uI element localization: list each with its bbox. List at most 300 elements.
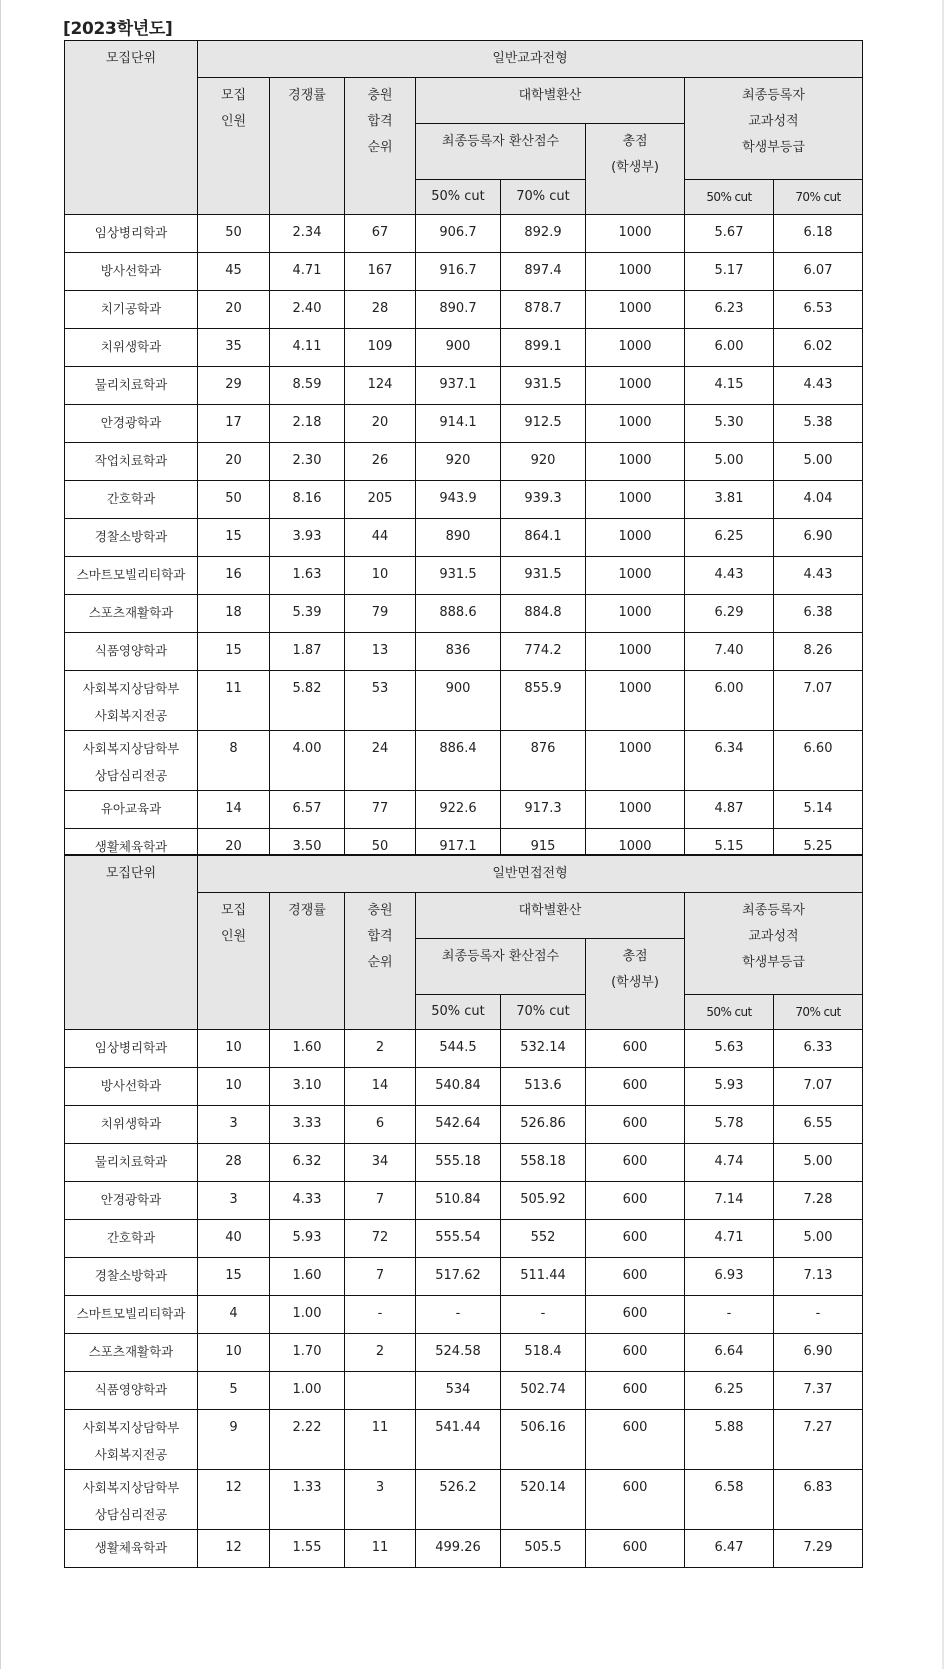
cell-quota: 20 bbox=[198, 291, 270, 329]
cell-cut70: - bbox=[501, 1296, 586, 1334]
table-row bbox=[65, 405, 863, 443]
cell-cut50: 555.54 bbox=[416, 1220, 501, 1258]
cell-g50: 7.40 bbox=[685, 633, 774, 671]
table-row bbox=[65, 443, 863, 481]
cell-unit-name: 사회복지상담학부 상담심리전공 bbox=[65, 1470, 198, 1530]
table-row bbox=[65, 1144, 863, 1182]
cell-comp: 5.93 bbox=[270, 1220, 345, 1258]
cell-total: 1000 bbox=[586, 519, 685, 557]
cell-total: 1000 bbox=[586, 291, 685, 329]
cell-comp: 4.11 bbox=[270, 329, 345, 367]
cell-cut50: 542.64 bbox=[416, 1106, 501, 1144]
cell-unit-name: 안경광학과 bbox=[65, 1182, 198, 1220]
table-row bbox=[65, 1182, 863, 1220]
cell-total: 600 bbox=[586, 1470, 685, 1530]
cell-cut50: 836 bbox=[416, 633, 501, 671]
cell-comp: 8.59 bbox=[270, 367, 345, 405]
cell-total: 1000 bbox=[586, 405, 685, 443]
cell-g50: 4.71 bbox=[685, 1220, 774, 1258]
header-cut70: 70% cut bbox=[501, 180, 586, 215]
admission-table-general-subject bbox=[64, 40, 863, 867]
cell-unit-name: 생활체육학과 bbox=[65, 1530, 198, 1568]
cell-total: 1000 bbox=[586, 829, 685, 867]
cell-g70: 6.33 bbox=[774, 1030, 863, 1068]
cell-g50: 5.67 bbox=[685, 215, 774, 253]
cell-quota: 15 bbox=[198, 633, 270, 671]
cell-unit-name: 유아교육과 bbox=[65, 791, 198, 829]
cell-quota: 3 bbox=[198, 1106, 270, 1144]
table-row bbox=[65, 671, 863, 731]
cell-cut70: 912.5 bbox=[501, 405, 586, 443]
cell-rank: 7 bbox=[345, 1258, 416, 1296]
header-final-conv-score: 최종등록자 환산점수 bbox=[416, 124, 586, 180]
cell-cut50: 526.2 bbox=[416, 1470, 501, 1530]
cell-cut70: 892.9 bbox=[501, 215, 586, 253]
cell-total: 1000 bbox=[586, 329, 685, 367]
table-row bbox=[65, 1296, 863, 1334]
cell-unit-name: 스포츠재활학과 bbox=[65, 595, 198, 633]
cell-unit-name: 간호학과 bbox=[65, 1220, 198, 1258]
cell-cut70: 502.74 bbox=[501, 1372, 586, 1410]
cell-cut70: 558.18 bbox=[501, 1144, 586, 1182]
cell-g70: 4.43 bbox=[774, 367, 863, 405]
cell-cut50: 914.1 bbox=[416, 405, 501, 443]
cell-g50: 5.88 bbox=[685, 1410, 774, 1470]
cell-cut50: 541.44 bbox=[416, 1410, 501, 1470]
cell-quota: 17 bbox=[198, 405, 270, 443]
header-grade-cut70: 70% cut bbox=[774, 180, 863, 215]
cell-unit-name: 사회복지상담학부 사회복지전공 bbox=[65, 671, 198, 731]
cell-total: 600 bbox=[586, 1410, 685, 1470]
cell-cut50: 900 bbox=[416, 329, 501, 367]
cell-rank: 167 bbox=[345, 253, 416, 291]
header-univ-conversion: 대학별환산 bbox=[416, 893, 685, 939]
cell-g50: 5.78 bbox=[685, 1106, 774, 1144]
header-rank: 충원 합격 순위 bbox=[345, 893, 416, 1030]
cell-g70: 7.13 bbox=[774, 1258, 863, 1296]
cell-cut70: 505.92 bbox=[501, 1182, 586, 1220]
cell-comp: 4.33 bbox=[270, 1182, 345, 1220]
cell-rank: 11 bbox=[345, 1530, 416, 1568]
cell-quota: 14 bbox=[198, 791, 270, 829]
cell-quota: 18 bbox=[198, 595, 270, 633]
table-row bbox=[65, 1372, 863, 1410]
cell-rank: 205 bbox=[345, 481, 416, 519]
cell-rank: 3 bbox=[345, 1470, 416, 1530]
table-row bbox=[65, 1334, 863, 1372]
cell-quota: 9 bbox=[198, 1410, 270, 1470]
cell-g70: 6.07 bbox=[774, 253, 863, 291]
cell-g70: 6.90 bbox=[774, 519, 863, 557]
cell-comp: 6.57 bbox=[270, 791, 345, 829]
header-final-grade: 최종등록자 교과성적 학생부등급 bbox=[685, 78, 863, 180]
cell-quota: 20 bbox=[198, 829, 270, 867]
cell-g70: 6.38 bbox=[774, 595, 863, 633]
cell-cut70: 532.14 bbox=[501, 1030, 586, 1068]
cell-cut70: 917.3 bbox=[501, 791, 586, 829]
table-row bbox=[65, 215, 863, 253]
cell-g50: 6.23 bbox=[685, 291, 774, 329]
cell-rank: 53 bbox=[345, 671, 416, 731]
cell-total: 600 bbox=[586, 1220, 685, 1258]
cell-quota: 8 bbox=[198, 731, 270, 791]
header-total: 총점 (학생부) bbox=[586, 124, 685, 215]
cell-cut50: 555.18 bbox=[416, 1144, 501, 1182]
header-total: 총점 (학생부) bbox=[586, 939, 685, 1030]
table-row bbox=[65, 1030, 863, 1068]
table-row bbox=[65, 1410, 863, 1470]
header-final-conv-score: 최종등록자 환산점수 bbox=[416, 939, 586, 995]
table-row bbox=[65, 1106, 863, 1144]
cell-g50: 6.00 bbox=[685, 671, 774, 731]
cell-g70: 4.04 bbox=[774, 481, 863, 519]
header-quota: 모집 인원 bbox=[198, 78, 270, 215]
cell-g70: 6.83 bbox=[774, 1470, 863, 1530]
cell-cut50: 510.84 bbox=[416, 1182, 501, 1220]
cell-quota: 45 bbox=[198, 253, 270, 291]
cell-cut50: 534 bbox=[416, 1372, 501, 1410]
cell-g70: 7.27 bbox=[774, 1410, 863, 1470]
cell-g50: 6.58 bbox=[685, 1470, 774, 1530]
cell-unit-name: 생활체육학과 bbox=[65, 829, 198, 867]
cell-total: 1000 bbox=[586, 731, 685, 791]
cell-comp: 1.00 bbox=[270, 1372, 345, 1410]
cell-unit-name: 치위생학과 bbox=[65, 1106, 198, 1144]
cell-cut70: 511.44 bbox=[501, 1258, 586, 1296]
cell-g50: - bbox=[685, 1296, 774, 1334]
cell-rank: 10 bbox=[345, 557, 416, 595]
cell-quota: 12 bbox=[198, 1470, 270, 1530]
cell-g50: 6.34 bbox=[685, 731, 774, 791]
table-row bbox=[65, 329, 863, 367]
cell-g50: 5.63 bbox=[685, 1030, 774, 1068]
cell-g70: 7.28 bbox=[774, 1182, 863, 1220]
cell-comp: 1.00 bbox=[270, 1296, 345, 1334]
cell-rank: 67 bbox=[345, 215, 416, 253]
cell-cut70: 878.7 bbox=[501, 291, 586, 329]
cell-cut50: 890.7 bbox=[416, 291, 501, 329]
cell-comp: 3.10 bbox=[270, 1068, 345, 1106]
header-cut70: 70% cut bbox=[501, 995, 586, 1030]
cell-cut70: 884.8 bbox=[501, 595, 586, 633]
cell-total: 1000 bbox=[586, 481, 685, 519]
cell-comp: 1.60 bbox=[270, 1258, 345, 1296]
cell-g50: 4.43 bbox=[685, 557, 774, 595]
cell-cut50: 886.4 bbox=[416, 731, 501, 791]
cell-quota: 35 bbox=[198, 329, 270, 367]
cell-cut70: 876 bbox=[501, 731, 586, 791]
header-unit: 모집단위 bbox=[65, 855, 198, 1030]
cell-quota: 10 bbox=[198, 1068, 270, 1106]
cell-g50: 3.81 bbox=[685, 481, 774, 519]
cell-g70: 5.00 bbox=[774, 443, 863, 481]
cell-g50: 6.93 bbox=[685, 1258, 774, 1296]
cell-cut70: 513.6 bbox=[501, 1068, 586, 1106]
cell-quota: 28 bbox=[198, 1144, 270, 1182]
table-row bbox=[65, 1530, 863, 1568]
cell-rank: 44 bbox=[345, 519, 416, 557]
cell-g70: 5.38 bbox=[774, 405, 863, 443]
cell-total: 1000 bbox=[586, 253, 685, 291]
cell-cut70: 920 bbox=[501, 443, 586, 481]
cell-unit-name: 물리치료학과 bbox=[65, 1144, 198, 1182]
cell-quota: 15 bbox=[198, 519, 270, 557]
cell-cut50: 937.1 bbox=[416, 367, 501, 405]
header-row-1 bbox=[65, 41, 863, 78]
cell-rank bbox=[345, 1372, 416, 1410]
cell-g70: 7.37 bbox=[774, 1372, 863, 1410]
cell-quota: 15 bbox=[198, 1258, 270, 1296]
cell-rank: 7 bbox=[345, 1182, 416, 1220]
cell-unit-name: 치위생학과 bbox=[65, 329, 198, 367]
cell-unit-name: 사회복지상담학부 상담심리전공 bbox=[65, 731, 198, 791]
cell-comp: 6.32 bbox=[270, 1144, 345, 1182]
cell-quota: 20 bbox=[198, 443, 270, 481]
cell-g50: 6.25 bbox=[685, 1372, 774, 1410]
cell-comp: 2.18 bbox=[270, 405, 345, 443]
cell-rank: 2 bbox=[345, 1334, 416, 1372]
cell-total: 600 bbox=[586, 1334, 685, 1372]
cell-g70: 7.07 bbox=[774, 671, 863, 731]
page-title: [2023학년도] bbox=[63, 19, 173, 39]
table-row bbox=[65, 481, 863, 519]
cell-cut70: 899.1 bbox=[501, 329, 586, 367]
cell-total: 600 bbox=[586, 1068, 685, 1106]
cell-quota: 5 bbox=[198, 1372, 270, 1410]
cell-cut50: 931.5 bbox=[416, 557, 501, 595]
cell-total: 1000 bbox=[586, 215, 685, 253]
cell-unit-name: 스마트모빌리티학과 bbox=[65, 557, 198, 595]
cell-g70: 6.90 bbox=[774, 1334, 863, 1372]
cell-unit-name: 사회복지상담학부 사회복지전공 bbox=[65, 1410, 198, 1470]
cell-cut70: 526.86 bbox=[501, 1106, 586, 1144]
cell-cut70: 506.16 bbox=[501, 1410, 586, 1470]
cell-rank: 13 bbox=[345, 633, 416, 671]
header-final-grade: 최종등록자 교과성적 학생부등급 bbox=[685, 893, 863, 995]
cell-cut50: 499.26 bbox=[416, 1530, 501, 1568]
cell-total: 1000 bbox=[586, 367, 685, 405]
cell-cut50: 943.9 bbox=[416, 481, 501, 519]
cell-quota: 16 bbox=[198, 557, 270, 595]
cell-cut50: 540.84 bbox=[416, 1068, 501, 1106]
cell-g70: 6.55 bbox=[774, 1106, 863, 1144]
cell-g50: 4.74 bbox=[685, 1144, 774, 1182]
cell-rank: 20 bbox=[345, 405, 416, 443]
cell-total: 1000 bbox=[586, 633, 685, 671]
cell-rank: 50 bbox=[345, 829, 416, 867]
header-quota: 모집 인원 bbox=[198, 893, 270, 1030]
table-row bbox=[65, 791, 863, 829]
cell-g50: 6.29 bbox=[685, 595, 774, 633]
cell-unit-name: 물리치료학과 bbox=[65, 367, 198, 405]
cell-g50: 6.25 bbox=[685, 519, 774, 557]
cell-rank: 11 bbox=[345, 1410, 416, 1470]
cell-unit-name: 방사선학과 bbox=[65, 253, 198, 291]
cell-comp: 1.87 bbox=[270, 633, 345, 671]
header-competition: 경쟁률 bbox=[270, 893, 345, 1030]
cell-cut70: 931.5 bbox=[501, 367, 586, 405]
cell-comp: 1.70 bbox=[270, 1334, 345, 1372]
cell-quota: 12 bbox=[198, 1530, 270, 1568]
cell-comp: 4.71 bbox=[270, 253, 345, 291]
cell-unit-name: 스마트모빌리티학과 bbox=[65, 1296, 198, 1334]
cell-g70: 6.02 bbox=[774, 329, 863, 367]
cell-g50: 6.00 bbox=[685, 329, 774, 367]
cell-comp: 2.34 bbox=[270, 215, 345, 253]
cell-cut50: 524.58 bbox=[416, 1334, 501, 1372]
header-track: 일반교과전형 bbox=[198, 41, 863, 78]
cell-comp: 2.22 bbox=[270, 1410, 345, 1470]
header-univ-conversion: 대학별환산 bbox=[416, 78, 685, 124]
cell-cut50: 517.62 bbox=[416, 1258, 501, 1296]
cell-cut70: 774.2 bbox=[501, 633, 586, 671]
cell-quota: 50 bbox=[198, 215, 270, 253]
cell-comp: 5.39 bbox=[270, 595, 345, 633]
cell-unit-name: 치기공학과 bbox=[65, 291, 198, 329]
cell-g50: 5.93 bbox=[685, 1068, 774, 1106]
header-grade-cut50: 50% cut bbox=[685, 180, 774, 215]
table-row bbox=[65, 367, 863, 405]
cell-total: 1000 bbox=[586, 595, 685, 633]
table-row bbox=[65, 1068, 863, 1106]
table-row bbox=[65, 731, 863, 791]
cell-g70: 4.43 bbox=[774, 557, 863, 595]
cell-cut70: 552 bbox=[501, 1220, 586, 1258]
cell-unit-name: 간호학과 bbox=[65, 481, 198, 519]
table-row bbox=[65, 253, 863, 291]
cell-cut50: 920 bbox=[416, 443, 501, 481]
header-grade-cut70: 70% cut bbox=[774, 995, 863, 1030]
cell-cut70: 518.4 bbox=[501, 1334, 586, 1372]
cell-quota: 11 bbox=[198, 671, 270, 731]
cell-cut70: 505.5 bbox=[501, 1530, 586, 1568]
cell-total: 600 bbox=[586, 1296, 685, 1334]
cell-g50: 5.00 bbox=[685, 443, 774, 481]
cell-rank: 26 bbox=[345, 443, 416, 481]
cell-rank: 109 bbox=[345, 329, 416, 367]
table-row bbox=[65, 1470, 863, 1530]
header-cut50: 50% cut bbox=[416, 180, 501, 215]
cell-rank: 77 bbox=[345, 791, 416, 829]
cell-comp: 2.40 bbox=[270, 291, 345, 329]
header-rank: 충원 합격 순위 bbox=[345, 78, 416, 215]
cell-g70: - bbox=[774, 1296, 863, 1334]
cell-unit-name: 경찰소방학과 bbox=[65, 519, 198, 557]
cell-unit-name: 임상병리학과 bbox=[65, 1030, 198, 1068]
header-unit: 모집단위 bbox=[65, 41, 198, 215]
cell-cut70: 855.9 bbox=[501, 671, 586, 731]
header-competition: 경쟁률 bbox=[270, 78, 345, 215]
cell-quota: 10 bbox=[198, 1030, 270, 1068]
table-row bbox=[65, 595, 863, 633]
cell-comp: 2.30 bbox=[270, 443, 345, 481]
cell-comp: 3.93 bbox=[270, 519, 345, 557]
table-row bbox=[65, 1258, 863, 1296]
cell-unit-name: 스포츠재활학과 bbox=[65, 1334, 198, 1372]
cell-g70: 5.00 bbox=[774, 1144, 863, 1182]
cell-total: 600 bbox=[586, 1182, 685, 1220]
cell-g70: 7.07 bbox=[774, 1068, 863, 1106]
cell-cut50: 906.7 bbox=[416, 215, 501, 253]
cell-cut50: 888.6 bbox=[416, 595, 501, 633]
cell-quota: 4 bbox=[198, 1296, 270, 1334]
cell-cut50: 916.7 bbox=[416, 253, 501, 291]
table-row bbox=[65, 1220, 863, 1258]
cell-rank: 6 bbox=[345, 1106, 416, 1144]
cell-unit-name: 안경광학과 bbox=[65, 405, 198, 443]
cell-quota: 40 bbox=[198, 1220, 270, 1258]
cell-rank: 124 bbox=[345, 367, 416, 405]
admission-table-general-interview bbox=[64, 854, 863, 1568]
table-row bbox=[65, 519, 863, 557]
cell-g70: 5.00 bbox=[774, 1220, 863, 1258]
cell-unit-name: 방사선학과 bbox=[65, 1068, 198, 1106]
cell-cut50: 917.1 bbox=[416, 829, 501, 867]
cell-g70: 5.14 bbox=[774, 791, 863, 829]
cell-cut50: - bbox=[416, 1296, 501, 1334]
cell-total: 600 bbox=[586, 1258, 685, 1296]
cell-unit-name: 임상병리학과 bbox=[65, 215, 198, 253]
cell-unit-name: 경찰소방학과 bbox=[65, 1258, 198, 1296]
cell-g50: 7.14 bbox=[685, 1182, 774, 1220]
cell-unit-name: 식품영양학과 bbox=[65, 633, 198, 671]
cell-cut50: 922.6 bbox=[416, 791, 501, 829]
cell-total: 600 bbox=[586, 1144, 685, 1182]
cell-cut70: 939.3 bbox=[501, 481, 586, 519]
cell-comp: 3.50 bbox=[270, 829, 345, 867]
header-row-1 bbox=[65, 855, 863, 893]
table-row bbox=[65, 557, 863, 595]
cell-quota: 29 bbox=[198, 367, 270, 405]
cell-g50: 5.17 bbox=[685, 253, 774, 291]
cell-total: 1000 bbox=[586, 557, 685, 595]
cell-comp: 1.60 bbox=[270, 1030, 345, 1068]
cell-quota: 10 bbox=[198, 1334, 270, 1372]
cell-rank: - bbox=[345, 1296, 416, 1334]
table-row bbox=[65, 633, 863, 671]
cell-cut70: 864.1 bbox=[501, 519, 586, 557]
header-grade-cut50: 50% cut bbox=[685, 995, 774, 1030]
cell-quota: 3 bbox=[198, 1182, 270, 1220]
header-track: 일반면접전형 bbox=[198, 855, 863, 893]
cell-g50: 5.30 bbox=[685, 405, 774, 443]
cell-rank: 2 bbox=[345, 1030, 416, 1068]
cell-quota: 50 bbox=[198, 481, 270, 519]
cell-total: 600 bbox=[586, 1530, 685, 1568]
cell-g70: 7.29 bbox=[774, 1530, 863, 1568]
cell-unit-name: 작업치료학과 bbox=[65, 443, 198, 481]
cell-rank: 79 bbox=[345, 595, 416, 633]
cell-g70: 6.18 bbox=[774, 215, 863, 253]
cell-total: 600 bbox=[586, 1372, 685, 1410]
table-row bbox=[65, 291, 863, 329]
cell-g50: 4.15 bbox=[685, 367, 774, 405]
cell-g50: 4.87 bbox=[685, 791, 774, 829]
cell-g70: 6.53 bbox=[774, 291, 863, 329]
cell-g70: 6.60 bbox=[774, 731, 863, 791]
cell-total: 1000 bbox=[586, 443, 685, 481]
cell-cut70: 931.5 bbox=[501, 557, 586, 595]
cell-rank: 14 bbox=[345, 1068, 416, 1106]
cell-total: 600 bbox=[586, 1106, 685, 1144]
cell-rank: 34 bbox=[345, 1144, 416, 1182]
cell-rank: 28 bbox=[345, 291, 416, 329]
cell-total: 600 bbox=[586, 1030, 685, 1068]
cell-comp: 1.63 bbox=[270, 557, 345, 595]
cell-cut70: 915 bbox=[501, 829, 586, 867]
cell-cut50: 890 bbox=[416, 519, 501, 557]
cell-g70: 5.25 bbox=[774, 829, 863, 867]
